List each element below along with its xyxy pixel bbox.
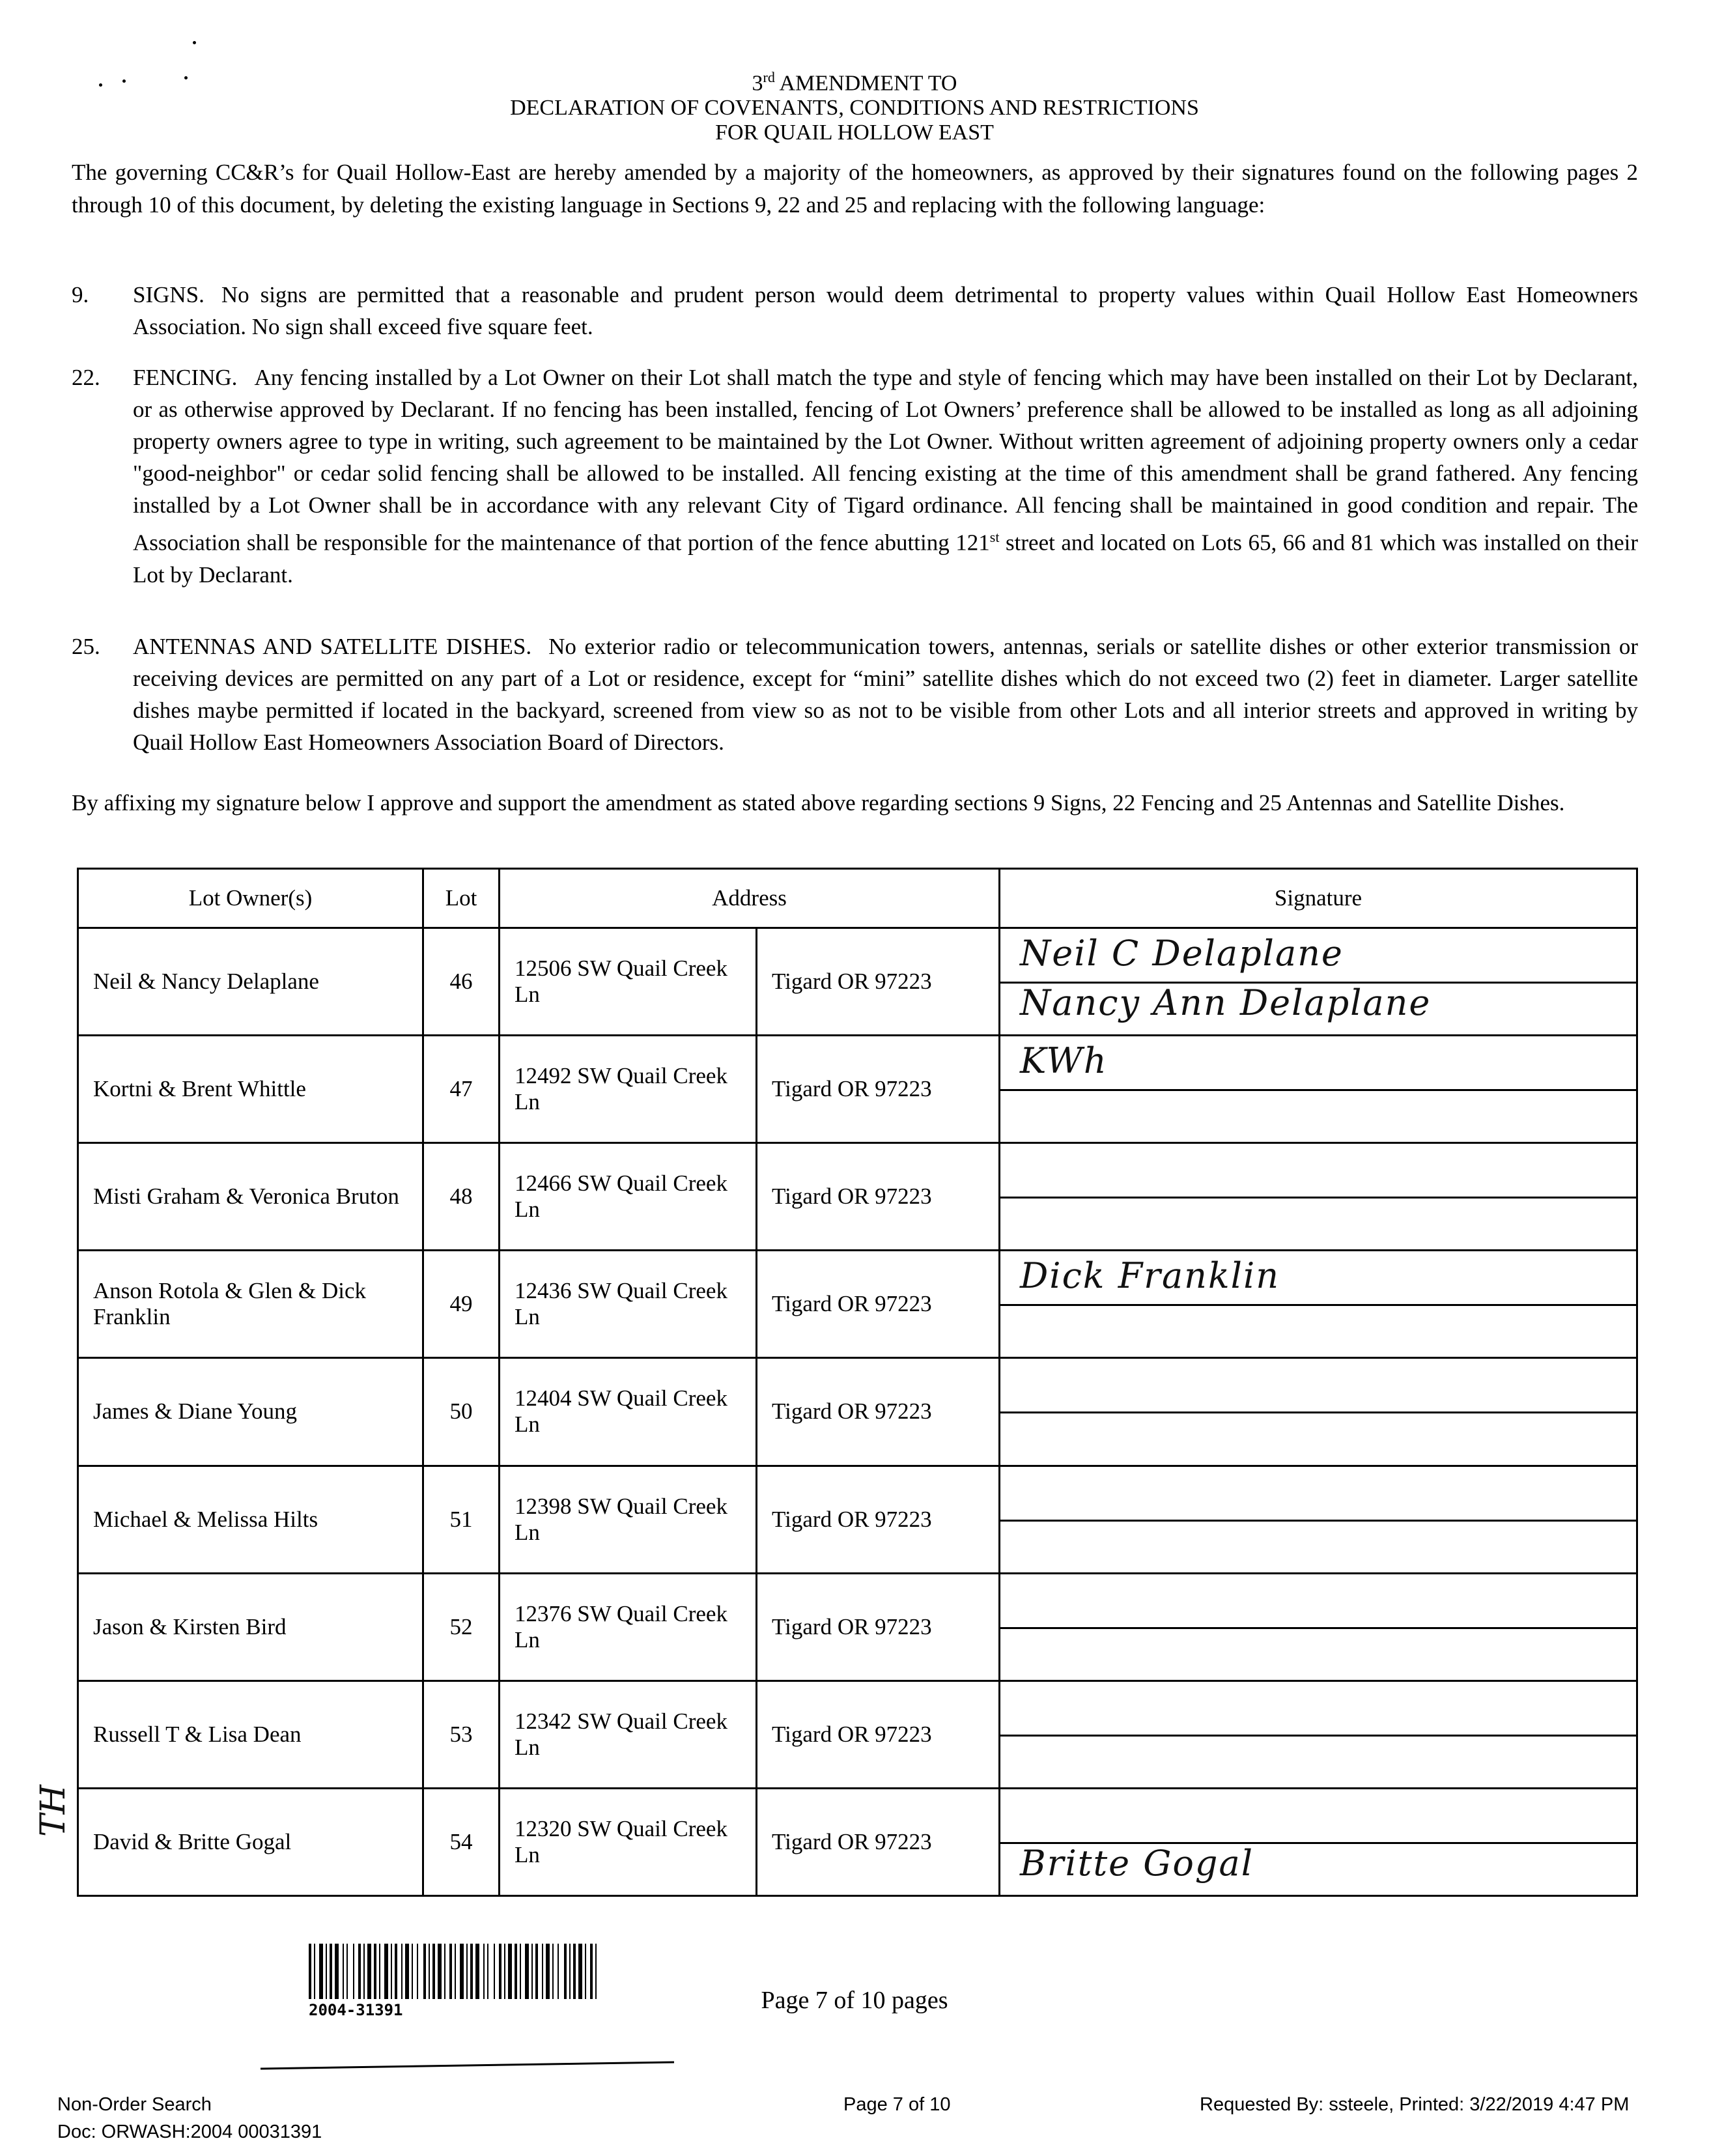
lot-cell: 54 <box>423 1788 500 1895</box>
scan-speck <box>193 41 196 44</box>
lot-cell: 52 <box>423 1573 500 1681</box>
street-cell: 12398 SW Quail Creek Ln <box>500 1466 757 1573</box>
table-row <box>78 1573 1637 1681</box>
lot-cell: 46 <box>423 928 500 1036</box>
street-cell: 12506 SW Quail Creek Ln <box>500 928 757 1036</box>
footer-requested-by: Requested By: ssteele, Printed: 3/22/2019 4:47 PM <box>1200 2094 1630 2115</box>
city-cell: Tigard OR 97223 <box>757 1358 1000 1466</box>
street-cell: 12466 SW Quail Creek Ln <box>500 1143 757 1251</box>
signature-cell <box>1000 1036 1637 1143</box>
handwritten-signature: Britte Gogal <box>1020 1842 1254 1884</box>
table-header-row <box>78 869 1637 928</box>
owner-cell: Russell T & Lisa Dean <box>78 1681 423 1788</box>
section-25 <box>72 631 1638 758</box>
section-text: No exterior radio or telecommunication towers, antennas, serials or satellite dishes or other exterior transmission or receiving devices are permitted on any part of a Lot or residence, except for “mini” satellite dishes which do not exceed two (2) feet in diameter. Larger satellite dishes maybe permitted if located in the backyard, screened from view so as not to be visible from other Lots and all interior streets and approved in writing by Quail Hollow East Homeowners Association Board of Directors. <box>133 634 1639 755</box>
margin-initials: TH <box>34 1784 73 1837</box>
section-heading: FENCING. <box>133 365 238 390</box>
signature-line <box>1000 1089 1636 1091</box>
section-text-end: street and located on Lots 65, 66 and 81 which was installed on their Lot by Declarant. <box>133 530 1638 588</box>
page-number: Page 7 of 10 pages <box>761 1987 948 2014</box>
signature-cell <box>1000 1573 1637 1681</box>
street-cell: 12342 SW Quail Creek Ln <box>500 1681 757 1788</box>
lot-cell: 51 <box>423 1466 500 1573</box>
owner-cell: Kortni & Brent Whittle <box>78 1036 423 1143</box>
document-title <box>0 65 1709 145</box>
signature-line <box>1000 1411 1636 1413</box>
lot-cell: 49 <box>423 1251 500 1358</box>
lot-cell: 50 <box>423 1358 500 1466</box>
section-number: 22. <box>72 365 100 390</box>
city-cell: Tigard OR 97223 <box>757 1466 1000 1573</box>
city-cell: Tigard OR 97223 <box>757 1788 1000 1895</box>
title-line-3: FOR QUAIL HOLLOW EAST <box>715 121 994 145</box>
table-row <box>78 1466 1637 1573</box>
approval-statement: By affixing my signature below I approve and support the amendment as stated above regarding sections 9 Signs, 22 Fencing and 25 Antennas and Satellite Dishes. <box>72 790 1565 816</box>
owner-cell: Anson Rotola & Glen & Dick Franklin <box>78 1251 423 1358</box>
signature-line <box>1000 1735 1636 1737</box>
table-row <box>78 1143 1637 1251</box>
section-text: Any fencing installed by a Lot Owner on their Lot shall match the type and style of fencing which may have been installed on their Lot by Declarant, or as otherwise approved by Declarant. If no fencing has been installed, fencing of Lot Owners’ preference shall be allowed to be installed as long as all adjoining property owners agree to type in writing, such agreement to be maintained by the Lot Owner. Without written agreement of adjoining property owners only a cedar "good-neighbor" or cedar solid fencing shall be allowed to be installed. All fencing existing at the time of this amendment shall be grand fathered. Any fencing installed by a Lot Owner shall be in accordance with any relevant City of Tigard ordinance. All fencing shall be maintained in good condition and repair. The Association shall be responsible for the maintenance of that portion of the fence abutting 121 <box>133 365 1638 556</box>
table-row <box>78 1681 1637 1788</box>
header-address: Address <box>500 869 1000 928</box>
footer-doc-id: Doc: ORWASH:2004 00031391 <box>57 2121 322 2142</box>
header-lot: Lot <box>423 869 500 928</box>
lot-cell: 48 <box>423 1143 500 1251</box>
section-text: No signs are permitted that a reasonable and prudent person would deem detrimental to property values within Quail Hollow East Homeowners Association. No sign shall exceed five square feet. <box>133 282 1638 339</box>
signature-table <box>77 868 1638 1897</box>
footer-search-type: Non-Order Search <box>57 2094 212 2115</box>
owner-cell: Michael & Melissa Hilts <box>78 1466 423 1573</box>
signature-line <box>1000 1197 1636 1199</box>
city-cell: Tigard OR 97223 <box>757 1681 1000 1788</box>
lot-cell: 47 <box>423 1036 500 1143</box>
table-row <box>78 1788 1637 1895</box>
handwritten-signature: Nancy Ann Delaplane <box>1020 982 1432 1023</box>
handwritten-stroke <box>257 2058 681 2073</box>
street-cell: 12492 SW Quail Creek Ln <box>500 1036 757 1143</box>
title-line-2: DECLARATION OF COVENANTS, CONDITIONS AND RESTRICTIONS <box>510 96 1199 121</box>
owner-cell: James & Diane Young <box>78 1358 423 1466</box>
signature-cell <box>1000 928 1637 1036</box>
signature-cell <box>1000 1466 1637 1573</box>
street-cell: 12436 SW Quail Creek Ln <box>500 1251 757 1358</box>
handwritten-signature: Dick Franklin <box>1020 1255 1280 1297</box>
owner-cell: Jason & Kirsten Bird <box>78 1573 423 1681</box>
ordinal-suffix: st <box>989 529 1000 545</box>
footer-page: Page 7 of 10 <box>843 2094 951 2115</box>
owner-cell: David & Britte Gogal <box>78 1788 423 1895</box>
intro-paragraph: The governing CC&R’s for Quail Hollow-East are hereby amended by a majority of the homeowners, as approved by their signatures found on the following pages 2 through 10 of this document, by deleting the existing language in Sections 9, 22 and 25 and replacing with the following language: <box>72 160 1638 218</box>
table-row <box>78 928 1637 1036</box>
header-signature: Signature <box>1000 869 1637 928</box>
title-line-1: 3rd AMENDMENT TO <box>752 69 957 96</box>
signature-cell <box>1000 1358 1637 1466</box>
handwritten-signature: KWh <box>1020 1040 1108 1082</box>
table-row <box>78 1358 1637 1466</box>
signature-cell <box>1000 1681 1637 1788</box>
signature-line <box>1000 1304 1636 1306</box>
section-number: 25. <box>72 634 100 659</box>
street-cell: 12404 SW Quail Creek Ln <box>500 1358 757 1466</box>
city-cell: Tigard OR 97223 <box>757 1036 1000 1143</box>
section-heading: SIGNS. <box>133 282 205 307</box>
owner-cell: Neil & Nancy Delaplane <box>78 928 423 1036</box>
street-cell: 12320 SW Quail Creek Ln <box>500 1788 757 1895</box>
owner-cell: Misti Graham & Veronica Bruton <box>78 1143 423 1251</box>
signature-cell <box>1000 1143 1637 1251</box>
street-cell: 12376 SW Quail Creek Ln <box>500 1573 757 1681</box>
city-cell: Tigard OR 97223 <box>757 1143 1000 1251</box>
section-9 <box>72 279 1638 343</box>
lot-cell: 53 <box>423 1681 500 1788</box>
barcode-number: 2004-31391 <box>309 2001 403 2019</box>
city-cell: Tigard OR 97223 <box>757 1251 1000 1358</box>
table-row <box>78 1251 1637 1358</box>
signature-line <box>1000 1627 1636 1629</box>
section-heading: ANTENNAS AND SATELLITE DISHES. <box>133 634 532 659</box>
city-cell: Tigard OR 97223 <box>757 928 1000 1036</box>
handwritten-signature: Neil C Delaplane <box>1020 933 1344 974</box>
signature-cell <box>1000 1251 1637 1358</box>
signature-line <box>1000 1520 1636 1522</box>
city-cell: Tigard OR 97223 <box>757 1573 1000 1681</box>
header-lot-owners: Lot Owner(s) <box>78 869 423 928</box>
signature-cell <box>1000 1788 1637 1895</box>
table-row <box>78 1036 1637 1143</box>
section-number: 9. <box>72 282 89 307</box>
section-22 <box>72 362 1638 591</box>
